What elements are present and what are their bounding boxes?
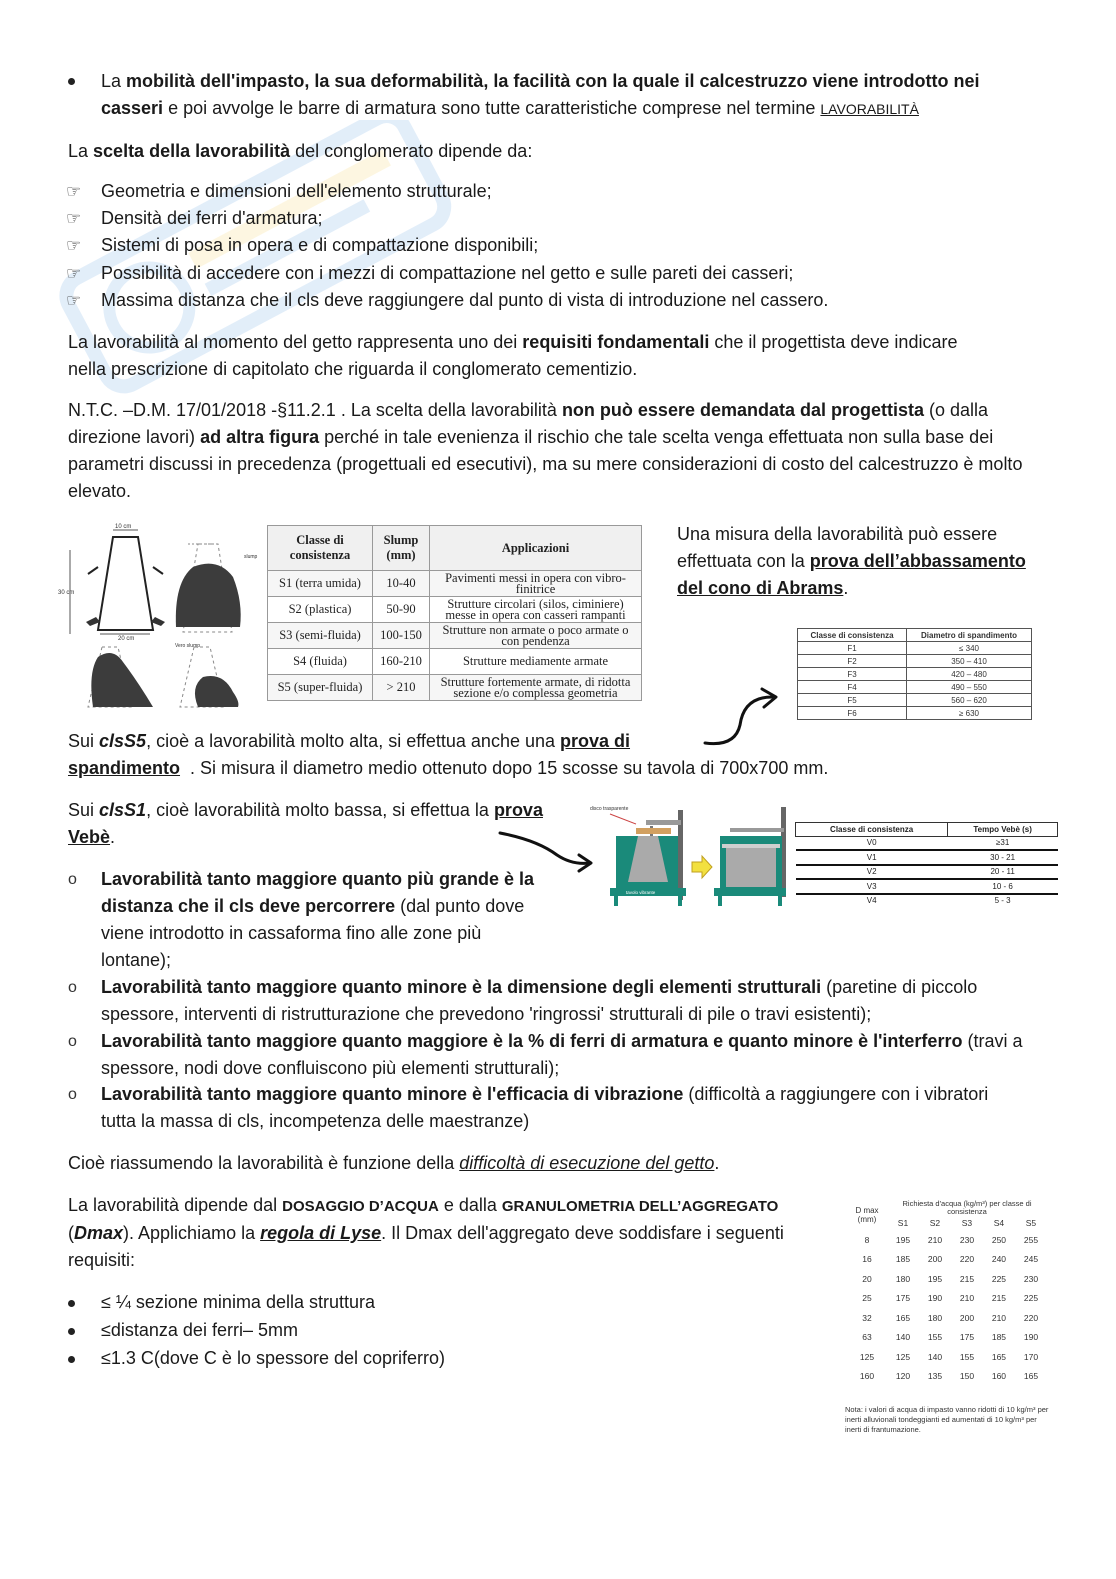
table-row: F4 490 – 550 bbox=[798, 681, 1032, 694]
circle-bullet-icon: o bbox=[68, 979, 77, 996]
table-row: F1 ≤ 340 bbox=[798, 642, 1032, 655]
bottom-dim-label: 20 cm bbox=[118, 636, 135, 642]
list-item: ≤1.3 C(dove C è lo spessore del copriferro) bbox=[101, 1348, 446, 1368]
top-dim-label: 10 cm bbox=[115, 524, 132, 530]
table-row: V4 5 - 3 bbox=[866, 896, 1011, 906]
summary-paragraph: Cioè riassumendo la lavorabilità è funzione della difficoltà di esecuzione del getto. bbox=[68, 1153, 720, 1173]
height-dim-label: 30 cm bbox=[58, 590, 75, 596]
table-label: tavolo vibrante bbox=[626, 890, 656, 895]
dmax-paragraph: La lavorabilità dipende dal DOSAGGIO D’ACQUA e dalla GRANULOMETRIA DELL’AGGREGATO (Dmax). Applichiamo la regola di Lyse. Il Dmax dell'aggregato deve soddisfare i seguenti requisiti: bbox=[68, 1195, 784, 1270]
bullet-dot bbox=[68, 1328, 75, 1335]
table-row: 125 125 140 155 165 170 bbox=[859, 1351, 1039, 1362]
table-row: 8 195 210 230 250 255 bbox=[864, 1234, 1039, 1245]
table-row: V2 20 - 11 bbox=[796, 865, 1058, 880]
list-item: ≤ ¼ sezione minima della struttura bbox=[101, 1292, 375, 1312]
table-header: Classe di consistenza bbox=[798, 629, 907, 642]
handdrawn-arrow-icon bbox=[700, 685, 790, 750]
table-row: V3 10 - 6 bbox=[796, 879, 1058, 894]
para-requisiti: La lavorabilità al momento del getto rappresenta uno dei requisiti fondamentali che il progettista deve indicare nella prescrizione di capitolato che riguarda il conglomerato cementizio. bbox=[68, 332, 958, 379]
table-header: Slump (mm) bbox=[373, 526, 430, 571]
para-ntc: N.T.C. –D.M. 17/01/2018 -§11.2.1 . La scelta della lavorabilità non può essere demandata dal progettista (o dalla direzione lavori) ad altra figura perché in tale evenienza il rischio che tale scelta venga effettuata non sulla base dei parametri discussi in precedenza (progettuali ed esecutivi), ma su mere considerazioni di costo del calcestruzzo è molto elevato. bbox=[68, 400, 1023, 501]
table-row: 160 120 135 150 160 165 bbox=[859, 1371, 1039, 1382]
water-table-note: Nota: i valori di acqua di impasto vanno ridotti di 10 kg/m³ per inerti alluvionali tondeggianti ed aumentati di 10 kg/m³ per inerti di frantumazione. bbox=[845, 1405, 1049, 1434]
table-row: V0 ≥31 bbox=[796, 836, 1058, 850]
bullet-dot bbox=[68, 1300, 75, 1307]
list-item: Possibilità di accedere con i mezzi di compattazione nel getto e sulle pareti dei casseri; bbox=[101, 263, 794, 283]
circle-bullet-icon: o bbox=[68, 871, 77, 888]
table-row: S4 (fluida) 160-210 Strutture mediamente armate bbox=[268, 649, 642, 675]
list-item: Lavorabilità tanto maggiore quanto minore è l'efficacia di vibrazione (difficoltà a raggiungere con i vibratori tutta la massa di cls, incompetenza delle maestranze) bbox=[101, 1084, 989, 1131]
table-header: Classe di consistenza bbox=[796, 823, 948, 837]
table-row: F5 560 – 620 bbox=[798, 694, 1032, 707]
list-item: Lavorabilità tanto maggiore quanto maggiore è la % di ferri di armatura e quanto minore è l'interferro (travi a spessore, nodi dove confluiscono più elementi strutturali); bbox=[101, 1031, 1023, 1078]
table-header: Classe di consistenza bbox=[268, 526, 373, 571]
table-row: V1 30 - 21 bbox=[796, 850, 1058, 865]
table-row: 16 185 200 220 240 245 bbox=[862, 1254, 1039, 1265]
list-item: Massima distanza che il cls deve raggiungere dal punto di vista di introduzione nel cassero. bbox=[101, 290, 829, 310]
pointing-hand-icon: ☞ bbox=[66, 291, 82, 310]
vero-slump-label: Vero slump bbox=[175, 643, 201, 649]
intro-bullet: La mobilità dell'impasto, la sua deformabilità, la facilità con la quale il calcestruzzo viene introdotto nei casseri e poi avvolge le barre di armatura sono tutte caratteristiche comprese nel termine LAVORABILITÀ bbox=[101, 71, 980, 118]
table-row: F2 350 – 410 bbox=[798, 655, 1032, 668]
pointing-hand-icon: ☞ bbox=[66, 209, 82, 228]
pointing-hand-icon: ☞ bbox=[66, 264, 82, 283]
table-header: Applicazioni bbox=[430, 526, 642, 571]
list-item: Geometria e dimensioni dell'elemento strutturale; bbox=[101, 181, 492, 201]
table-header-row bbox=[798, 629, 1032, 642]
s5-paragraph: Sui clsS5, cioè a lavorabilità molto alta, si effettua anche una prova di spandimento bbox=[68, 731, 631, 778]
table-row: F3 420 – 480 bbox=[798, 668, 1032, 681]
spread-class-table bbox=[797, 628, 1032, 720]
table-row: 20 180 195 215 225 230 bbox=[862, 1273, 1039, 1284]
table-row: S5 (super-fluida) > 210 Strutture fortemente armate, di ridotta sezione e/o complessa geometria bbox=[268, 675, 642, 701]
table-header-row: D max (mm) Richiesta d'acqua (kg/m³) per classe di consistenza bbox=[855, 1199, 1032, 1224]
list-item: ≤distanza dei ferri– 5mm bbox=[101, 1320, 298, 1340]
table-header-row: S1 S2 S3 S4 S5 bbox=[897, 1218, 1037, 1228]
slump-label: slump bbox=[244, 554, 258, 560]
table-header-row bbox=[796, 823, 1058, 837]
bullet-dot bbox=[68, 78, 75, 85]
pointing-hand-icon: ☞ bbox=[66, 236, 82, 255]
table-row: 63 140 155 175 185 190 bbox=[862, 1332, 1039, 1343]
pointing-hand-icon: ☞ bbox=[66, 182, 82, 201]
slump-cone-figure bbox=[58, 522, 258, 710]
list-item: Lavorabilità tanto maggiore quanto minore è la dimensione degli elementi strutturali (paretine di piccolo spessore, interventi di ristrutturazione che prevedono 'ringrossi' strutturali di pile o travi esistenti); bbox=[101, 977, 978, 1024]
vebe-class-table bbox=[795, 822, 1058, 907]
bullet-dot bbox=[68, 1356, 75, 1363]
table-row: S3 (semi-fluida) 100-150 Strutture non armate o poco armate o con pendenza bbox=[268, 623, 642, 649]
list-item: Lavorabilità tanto maggiore quanto più grande è la distanza che il cls deve percorrere (dal punto dove viene introdotto in cassaforma fino alle zone più lontane); bbox=[101, 869, 535, 970]
abrams-text: Una misura della lavorabilità può essere effettuata con la prova dell’abbassamento del cono di Abrams. bbox=[677, 524, 1026, 598]
s5-paragraph-cont: . Si misura il diametro medio ottenuto dopo 15 scosse su tavola di 700x700 mm. bbox=[190, 758, 829, 778]
list-item: Densità dei ferri d'armatura; bbox=[101, 208, 323, 228]
table-header: Diametro di spandimento bbox=[907, 629, 1032, 642]
table-row: F6 ≥ 630 bbox=[798, 707, 1032, 720]
list-item: Sistemi di posa in opera e di compattazione disponibili; bbox=[101, 235, 539, 255]
table-header-row bbox=[268, 526, 642, 571]
table-row: S2 (plastica) 50-90 Strutture circolari (silos, ciminiere) messe in opera con casseri rampanti bbox=[268, 597, 642, 623]
disc-label: disco trasparente bbox=[590, 806, 629, 812]
circle-bullet-icon: o bbox=[68, 1033, 77, 1050]
s1-paragraph: Sui clsS1, cioè lavorabilità molto bassa, si effettua la prova Vebè. bbox=[68, 800, 543, 847]
slump-class-table bbox=[267, 525, 642, 701]
table-row: 32 165 180 200 210 220 bbox=[862, 1312, 1039, 1323]
circle-bullet-icon: o bbox=[68, 1086, 77, 1103]
table-row: S1 (terra umida) 10-40 Pavimenti messi in opera con vibro-finitrice bbox=[268, 571, 642, 597]
choice-intro: La scelta della lavorabilità del conglomerato dipende da: bbox=[68, 141, 533, 161]
water-demand-table bbox=[847, 1200, 1047, 1386]
vebe-apparatus-figure bbox=[588, 802, 788, 908]
table-header: Tempo Vebè (s) bbox=[948, 823, 1058, 837]
table-row: 25 175 190 210 215 225 bbox=[862, 1293, 1039, 1304]
